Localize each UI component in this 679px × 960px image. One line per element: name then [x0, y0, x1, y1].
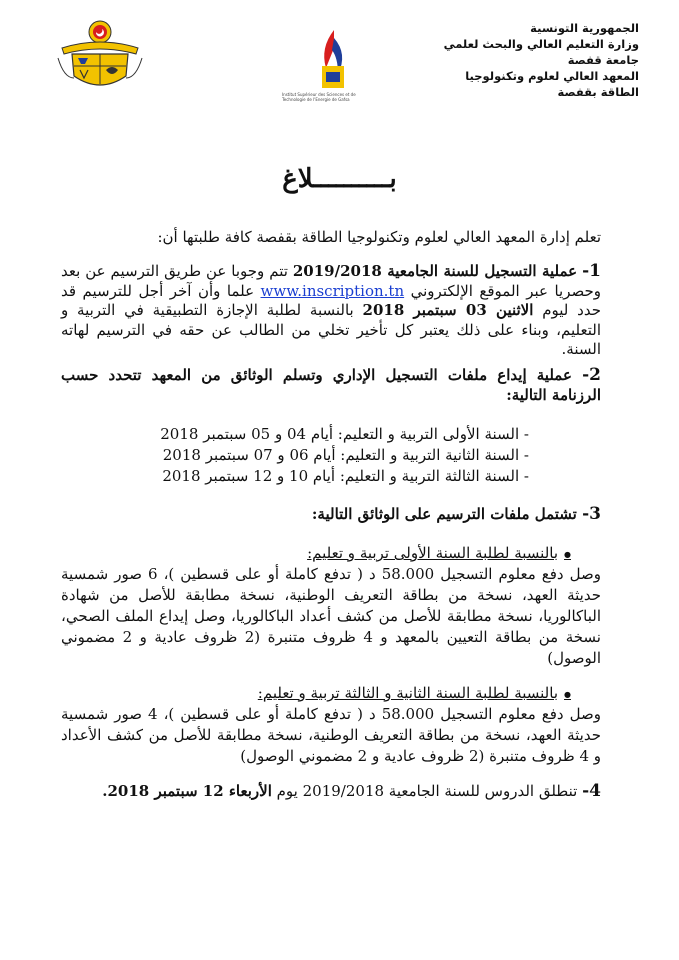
tunisia-coat-of-arms-icon [54, 18, 146, 92]
section-number: 4- [582, 781, 601, 801]
schedule-item: - السنة الثالثة التربية و التعليم: أيام 10 و 12 سبتمبر 2018 [162, 467, 529, 485]
section-4 [61, 782, 601, 802]
intro-text: تعلم إدارة المعهد العالي لعلوم وتكنولوجيا الطاقة بقفصة كافة طلبتها أن: [157, 228, 601, 246]
header-line: الجمهورية التونسية [530, 21, 639, 35]
header-institution-block [399, 20, 639, 100]
other-years-label [258, 684, 571, 702]
schedule-list [109, 424, 529, 487]
section-1 [61, 262, 601, 360]
first-year-requirements: وصل دفع معلوم التسجيل 58.000 د ( تدفع كاملة أو على قسطين )، 6 صور شمسية حديثة العهد، نسخة من بطاقة التعريف الوطنية، نسخة مطابقة للأصل من شهادة الباكالوريا، نسخة مطابقة للأصل من كشف أعداد الباكالوريا، وصل إيداع الملف الصحي، نسخة من بطاقة التعيين بالمعهد و 4 ظروف متنبرة (2 ظروف عادية و 2 مضموني الوصول) [61, 565, 601, 667]
section-3-heading-text: تشتمل ملفات الترسيم على الوثائق التالية: [311, 505, 577, 523]
deadline-date: الاثنين 03 سبتمبر 2018 [362, 301, 534, 320]
section-1-text: علما وأن آخر أجل للترسيم قد حدد ليوم [61, 281, 601, 320]
section-number: 1- [582, 261, 601, 281]
schedule-item: - السنة الثانية التربية و التعليم: أيام 06 و 07 سبتمبر 2018 [162, 446, 529, 464]
section-number: 3- [582, 504, 601, 524]
section-2-heading-text: عملية إيداع ملفات التسجيل الإداري وتسلم الوثائق من المعهد تتحدد حسب الرزنامة التالية: [61, 366, 601, 404]
header-line: المعهد العالي لعلوم وتكنولوجيا [465, 69, 639, 83]
first-year-label-text: ● بالنسبة لطلبة السنة الأولى تربية و تعليم: [307, 544, 571, 562]
header-line: الطاقة بقفصة [557, 85, 639, 99]
first-year-label [307, 544, 571, 562]
inscription-link[interactable]: www.inscription.tn [260, 281, 405, 300]
other-years-requirements: وصل دفع معلوم التسجيل 58.000 د ( تدفع كاملة أو على قسطين )، 4 صور شمسية حديثة العهد، نسخة من بطاقة التعريف الوطنية، نسخة مطابقة للأصل من كشف الأعداد و 4 ظروف متنبرة (2 ظروف عادية و 2 مضموني الوصول) [61, 705, 601, 765]
institute-logo-icon [312, 28, 354, 92]
section-1-lead: عملية التسجيل للسنة الجامعية 2019/2018 [292, 262, 578, 280]
page-title: بــــــــــلاغ [282, 164, 397, 194]
section-3-heading [61, 504, 601, 524]
institute-logo-caption: Institut Supérieur des Sciences et de Technologie de l'Energie de Gafsa [282, 92, 356, 102]
header-line: وزارة التعليم العالي والبحث لعلمي [443, 37, 639, 51]
schedule-item: - السنة الأولى التربية و التعليم: أيام 04 و 05 سبتمبر 2018 [160, 425, 529, 443]
section-1-text: بالنسبة لطلبة الإجازة التطبيقية في التربية و التعليم، وبناء على ذلك يعتبر كل تأخير تخلي من الطالب عن حقه في الترسيم لهاته السنة. [61, 301, 601, 359]
section-number: 2- [582, 365, 601, 385]
section-1-text: تتم وجوبا عن طريق الترسيم عن بعد وحصريا عبر الموقع الإلكتروني [61, 262, 602, 300]
section-4-text: تنطلق الدروس للسنة الجامعية 2019/2018 يوم [271, 782, 578, 800]
section-2-heading [61, 366, 601, 405]
classes-start-date: الأربعاء 12 سبتمبر 2018. [102, 782, 272, 800]
header-line: جامعة قفصة [567, 53, 639, 67]
other-years-label-text: ● بالنسبة لطلبة السنة الثانية و الثالثة تربية و تعليم: [258, 684, 571, 702]
